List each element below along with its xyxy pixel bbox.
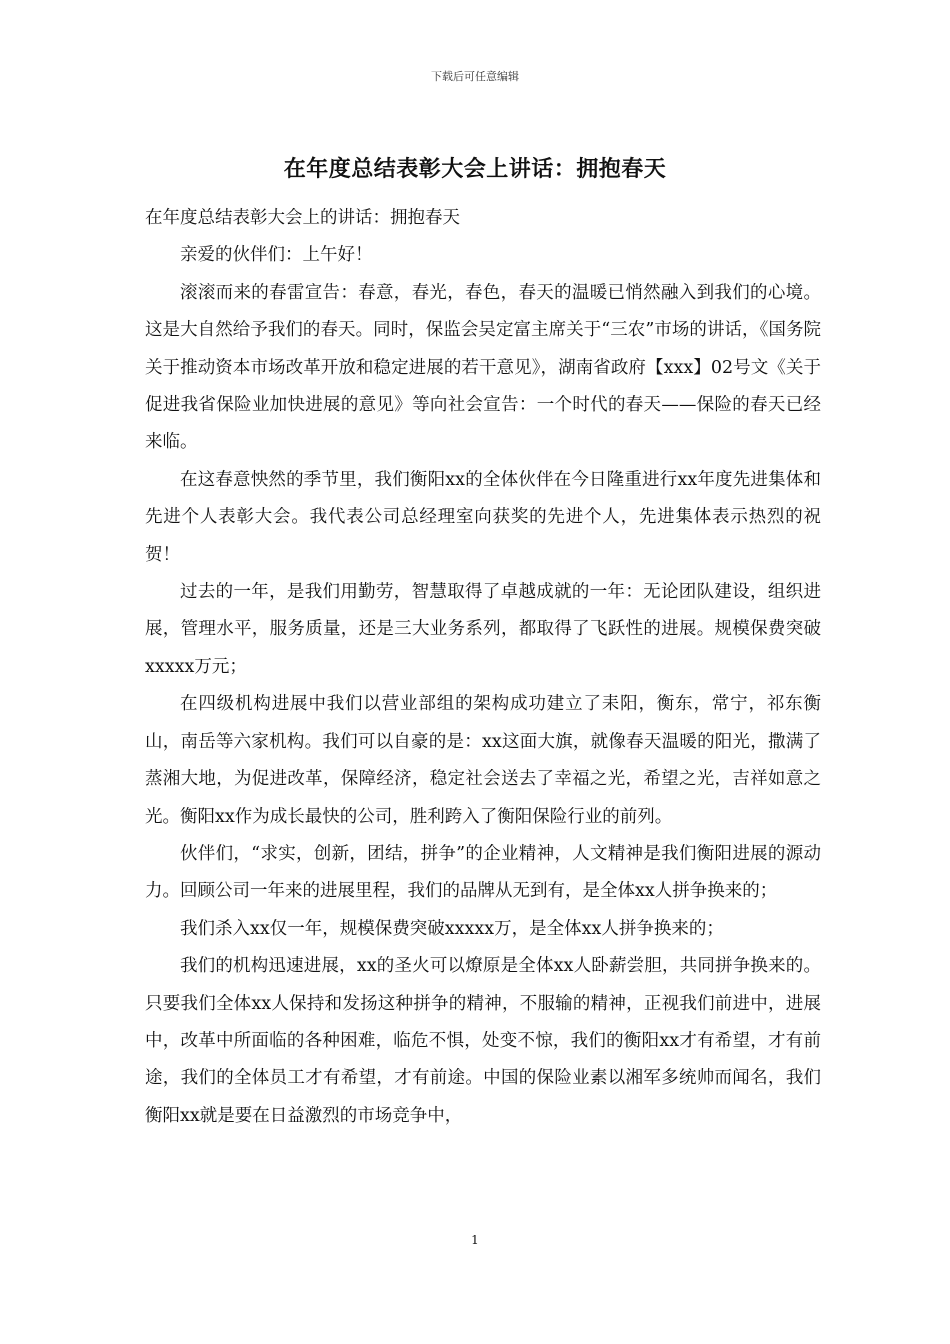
- body-paragraph: 在四级机构进展中我们以营业部组的架构成功建立了耒阳，衡东，常宁，祁东衡山，南岳等六家机构。我们可以自豪的是：xx这面大旗，就像春天温暖的阳光，撒满了蒸湘大地，为促进改革，保障经济，稳定社会送去了幸福之光，希望之光，吉祥如意之光。衡阳xx作为成长最快的公司，胜利跨入了衡阳保险行业的前列。: [145, 694, 821, 827]
- subtitle-paragraph: 在年度总结表彰大会上的讲话：拥抱春天: [145, 208, 460, 228]
- document-title: 在年度总结表彰大会上讲话：拥抱春天: [283, 156, 667, 182]
- body-paragraph: 滚滚而来的春雷宣告：春意，春光，春色，春天的温暖已悄然融入到我们的心境。这是大自然给予我们的春天。同时，保监会吴定富主席关于“三农”市场的讲话，《国务院关于推动资本市场改革开放和稳定进展的若干意见》，湖南省政府【xxx】02号文《关于促进我省保险业加快进展的意见》等向社会宣告：一个时代的春天——保险的春天已经来临。: [145, 282, 821, 453]
- body-paragraph: 在这春意怏然的季节里，我们衡阳xx的全体伙伴在今日隆重进行xx年度先进集体和先进个人表彰大会。我代表公司总经理室向获奖的先进个人，先进集体表示热烈的祝贺！: [145, 469, 821, 565]
- header-note: 下载后可任意编辑: [431, 70, 519, 83]
- greeting-paragraph: 亲爱的伙伴们：上午好！: [180, 245, 373, 266]
- body-paragraph: 伙伴们，“求实，创新，团结，拼争”的企业精神，人文精神是我们衡阳进展的源动力。回顾公司一年来的进展里程，我们的品牌从无到有，是全体xx人拼争换来的；: [145, 843, 821, 902]
- page-number: 1: [471, 1233, 479, 1247]
- document-body: [145, 200, 821, 1135]
- body-paragraph: 我们杀入xx仅一年，规模保费突破xxxxx万，是全体xx人拼争换来的；: [180, 918, 724, 939]
- body-paragraph: 我们的机构迅速进展，xx的圣火可以燎原是全体xx人卧薪尝胆，共同拼争换来的。只要我们全体xx人保持和发扬这种拼争的精神，不服输的精神，正视我们前进中，进展中，改革中所面临的各种困难，临危不惧，处变不惊，我们的衡阳xx才有希望，才有前途，我们的全体员工才有希望，才有前途。中国的保险业素以湘军多统帅而闻名，我们衡阳xx就是要在日益激烈的市场竞争中，: [145, 956, 821, 1126]
- body-paragraph: 过去的一年，是我们用勤劳，智慧取得了卓越成就的一年：无论团队建设，组织进展，管理水平，服务质量，还是三大业务系列，都取得了飞跃性的进展。规模保费突破xxxxx万元；: [145, 582, 821, 677]
